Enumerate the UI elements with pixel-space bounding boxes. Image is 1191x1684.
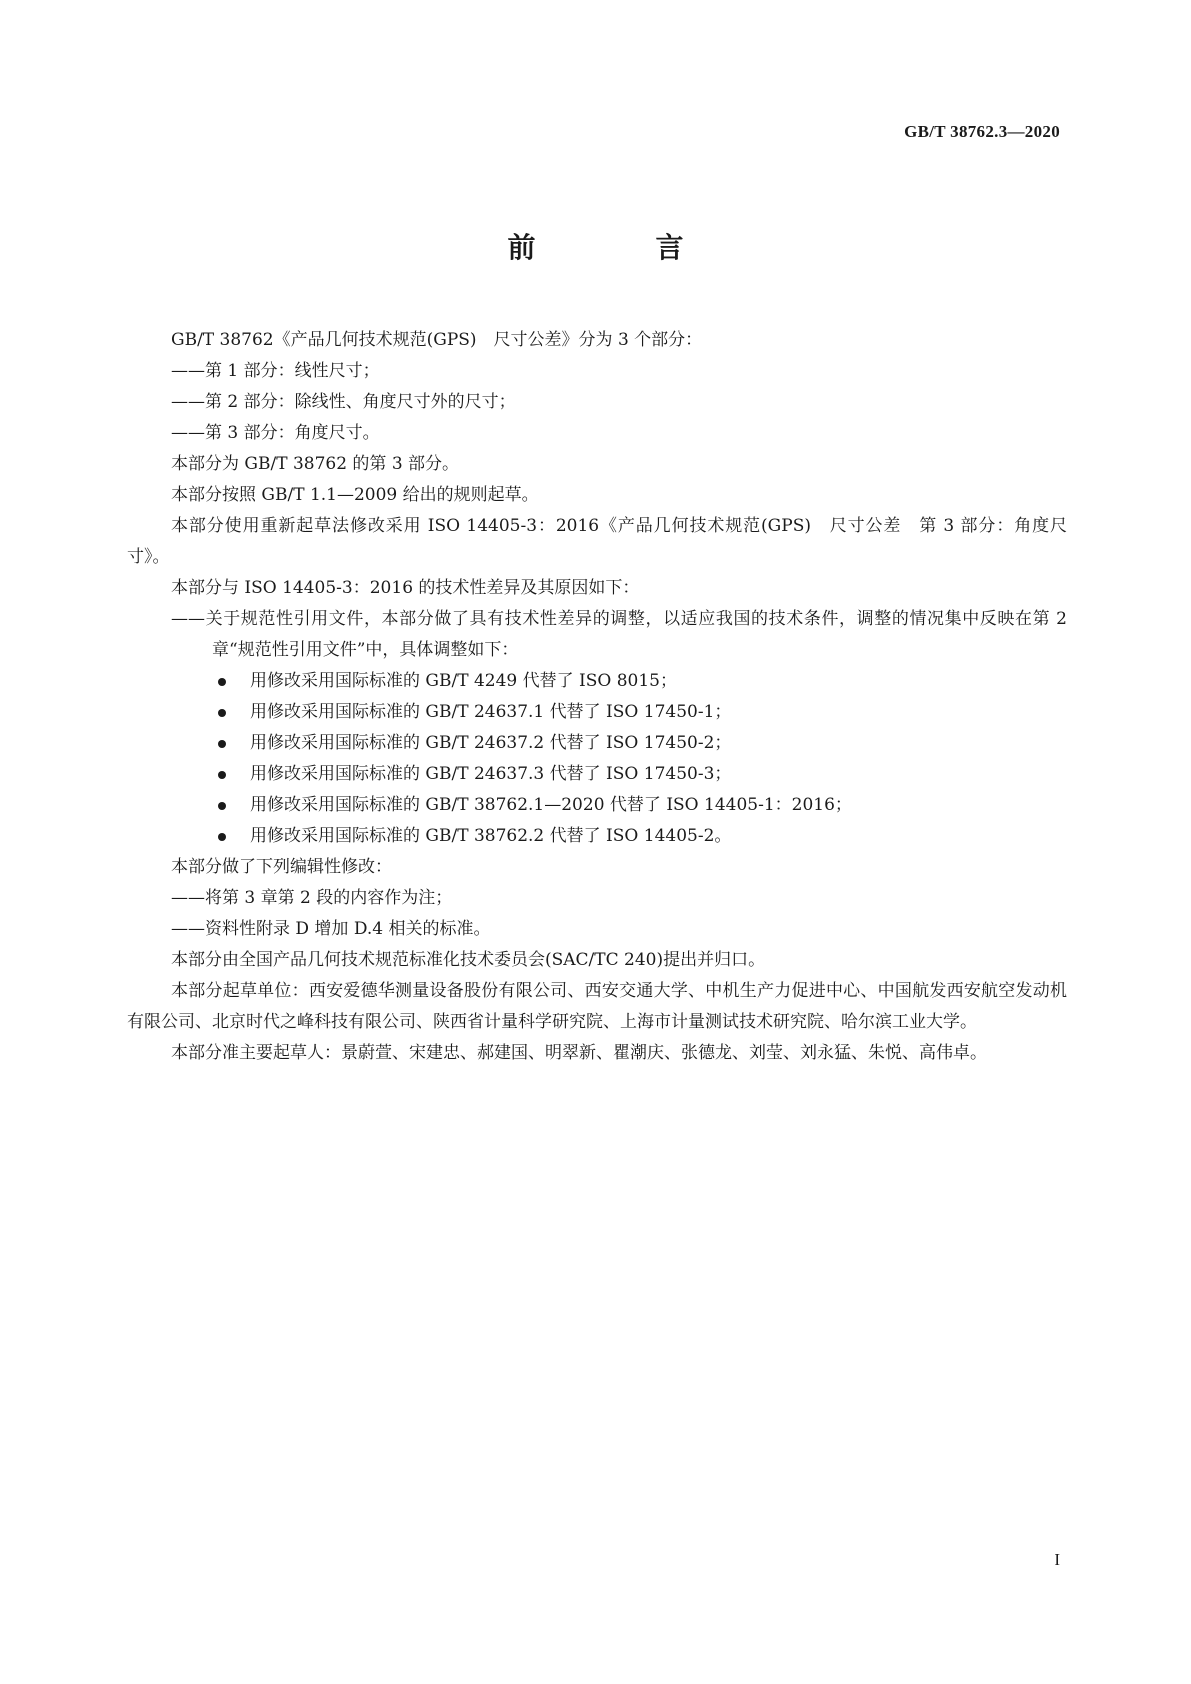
bullet-dot-icon [218, 678, 226, 686]
editorial-item: ——将第 3 章第 2 段的内容作为注； [171, 888, 453, 908]
replacement-text: 用修改采用国际标准的 GB/T 24637.1 代替了 ISO 17450-1； [250, 702, 732, 722]
replacement-item [127, 666, 1067, 697]
part-item: ——第 3 部分：角度尺寸。 [171, 423, 380, 443]
drafting-units-paragraph: 本部分起草单位：西安爱德华测量设备股份有限公司、西安交通大学、中机生产力促进中心、中国航发西安航空发动机有限公司、北京时代之峰科技有限公司、陕西省计量科学研究院、上海市计量测试技术研究院、哈尔滨工业大学。 [127, 981, 1067, 1032]
replacement-item [127, 728, 1067, 759]
bullet-dot-icon [218, 771, 226, 779]
bullet-dot-icon [218, 833, 226, 841]
normative-reference-change: ——关于规范性引用文件，本部分做了具有技术性差异的调整，以适应我国的技术条件，调整的情况集中反映在第 2 章“规范性引用文件”中，具体调整如下： [171, 609, 1067, 660]
replacement-item [127, 759, 1067, 790]
foreword-body [127, 325, 1067, 1069]
editorial-item: ——资料性附录 D 增加 D.4 相关的标准。 [171, 919, 491, 939]
replacement-text: 用修改采用国际标准的 GB/T 4249 代替了 ISO 8015； [250, 671, 677, 691]
part-item: ——第 1 部分：线性尺寸； [171, 361, 380, 381]
replacement-item [127, 821, 1067, 852]
drafters-paragraph: 本部分准主要起草人：景蔚萱、宋建忠、郝建国、明翠新、瞿潮庆、张德龙、刘莹、刘永猛、朱悦、高伟卓。 [171, 1043, 987, 1063]
adoption-paragraph: 本部分使用重新起草法修改采用 ISO 14405-3：2016《产品几何技术规范(GPS) 尺寸公差 第 3 部分：角度尺寸》。 [127, 516, 1067, 567]
replacement-item [127, 697, 1067, 728]
bullet-dot-icon [218, 709, 226, 717]
bullet-dot-icon [218, 802, 226, 810]
differences-intro-paragraph: 本部分与 ISO 14405-3：2016 的技术性差异及其原因如下： [171, 578, 640, 598]
intro-paragraph: GB/T 38762《产品几何技术规范(GPS) 尺寸公差》分为 3 个部分： [171, 330, 703, 350]
replacement-text: 用修改采用国际标准的 GB/T 38762.1—2020 代替了 ISO 14405-1：2016； [250, 795, 852, 815]
standard-number: GB/T 38762.3—2020 [904, 122, 1060, 141]
part-of-paragraph: 本部分为 GB/T 38762 的第 3 部分。 [171, 454, 460, 474]
replacement-text: 用修改采用国际标准的 GB/T 24637.3 代替了 ISO 17450-3； [250, 764, 732, 784]
editorial-intro-paragraph: 本部分做了下列编辑性修改： [171, 857, 392, 877]
proposed-by-paragraph: 本部分由全国产品几何技术规范标准化技术委员会(SAC/TC 240)提出并归口。 [171, 950, 766, 970]
bullet-dot-icon [218, 740, 226, 748]
replacement-text: 用修改采用国际标准的 GB/T 38762.2 代替了 ISO 14405-2。 [250, 826, 732, 846]
replacement-item [127, 790, 1067, 821]
replacement-text: 用修改采用国际标准的 GB/T 24637.2 代替了 ISO 17450-2； [250, 733, 732, 753]
page-number: I [1054, 1550, 1060, 1569]
part-item: ——第 2 部分：除线性、角度尺寸外的尺寸； [171, 392, 516, 412]
drafting-rules-paragraph: 本部分按照 GB/T 1.1—2009 给出的规则起草。 [171, 485, 539, 505]
page-title: 前 言 [507, 231, 730, 264]
